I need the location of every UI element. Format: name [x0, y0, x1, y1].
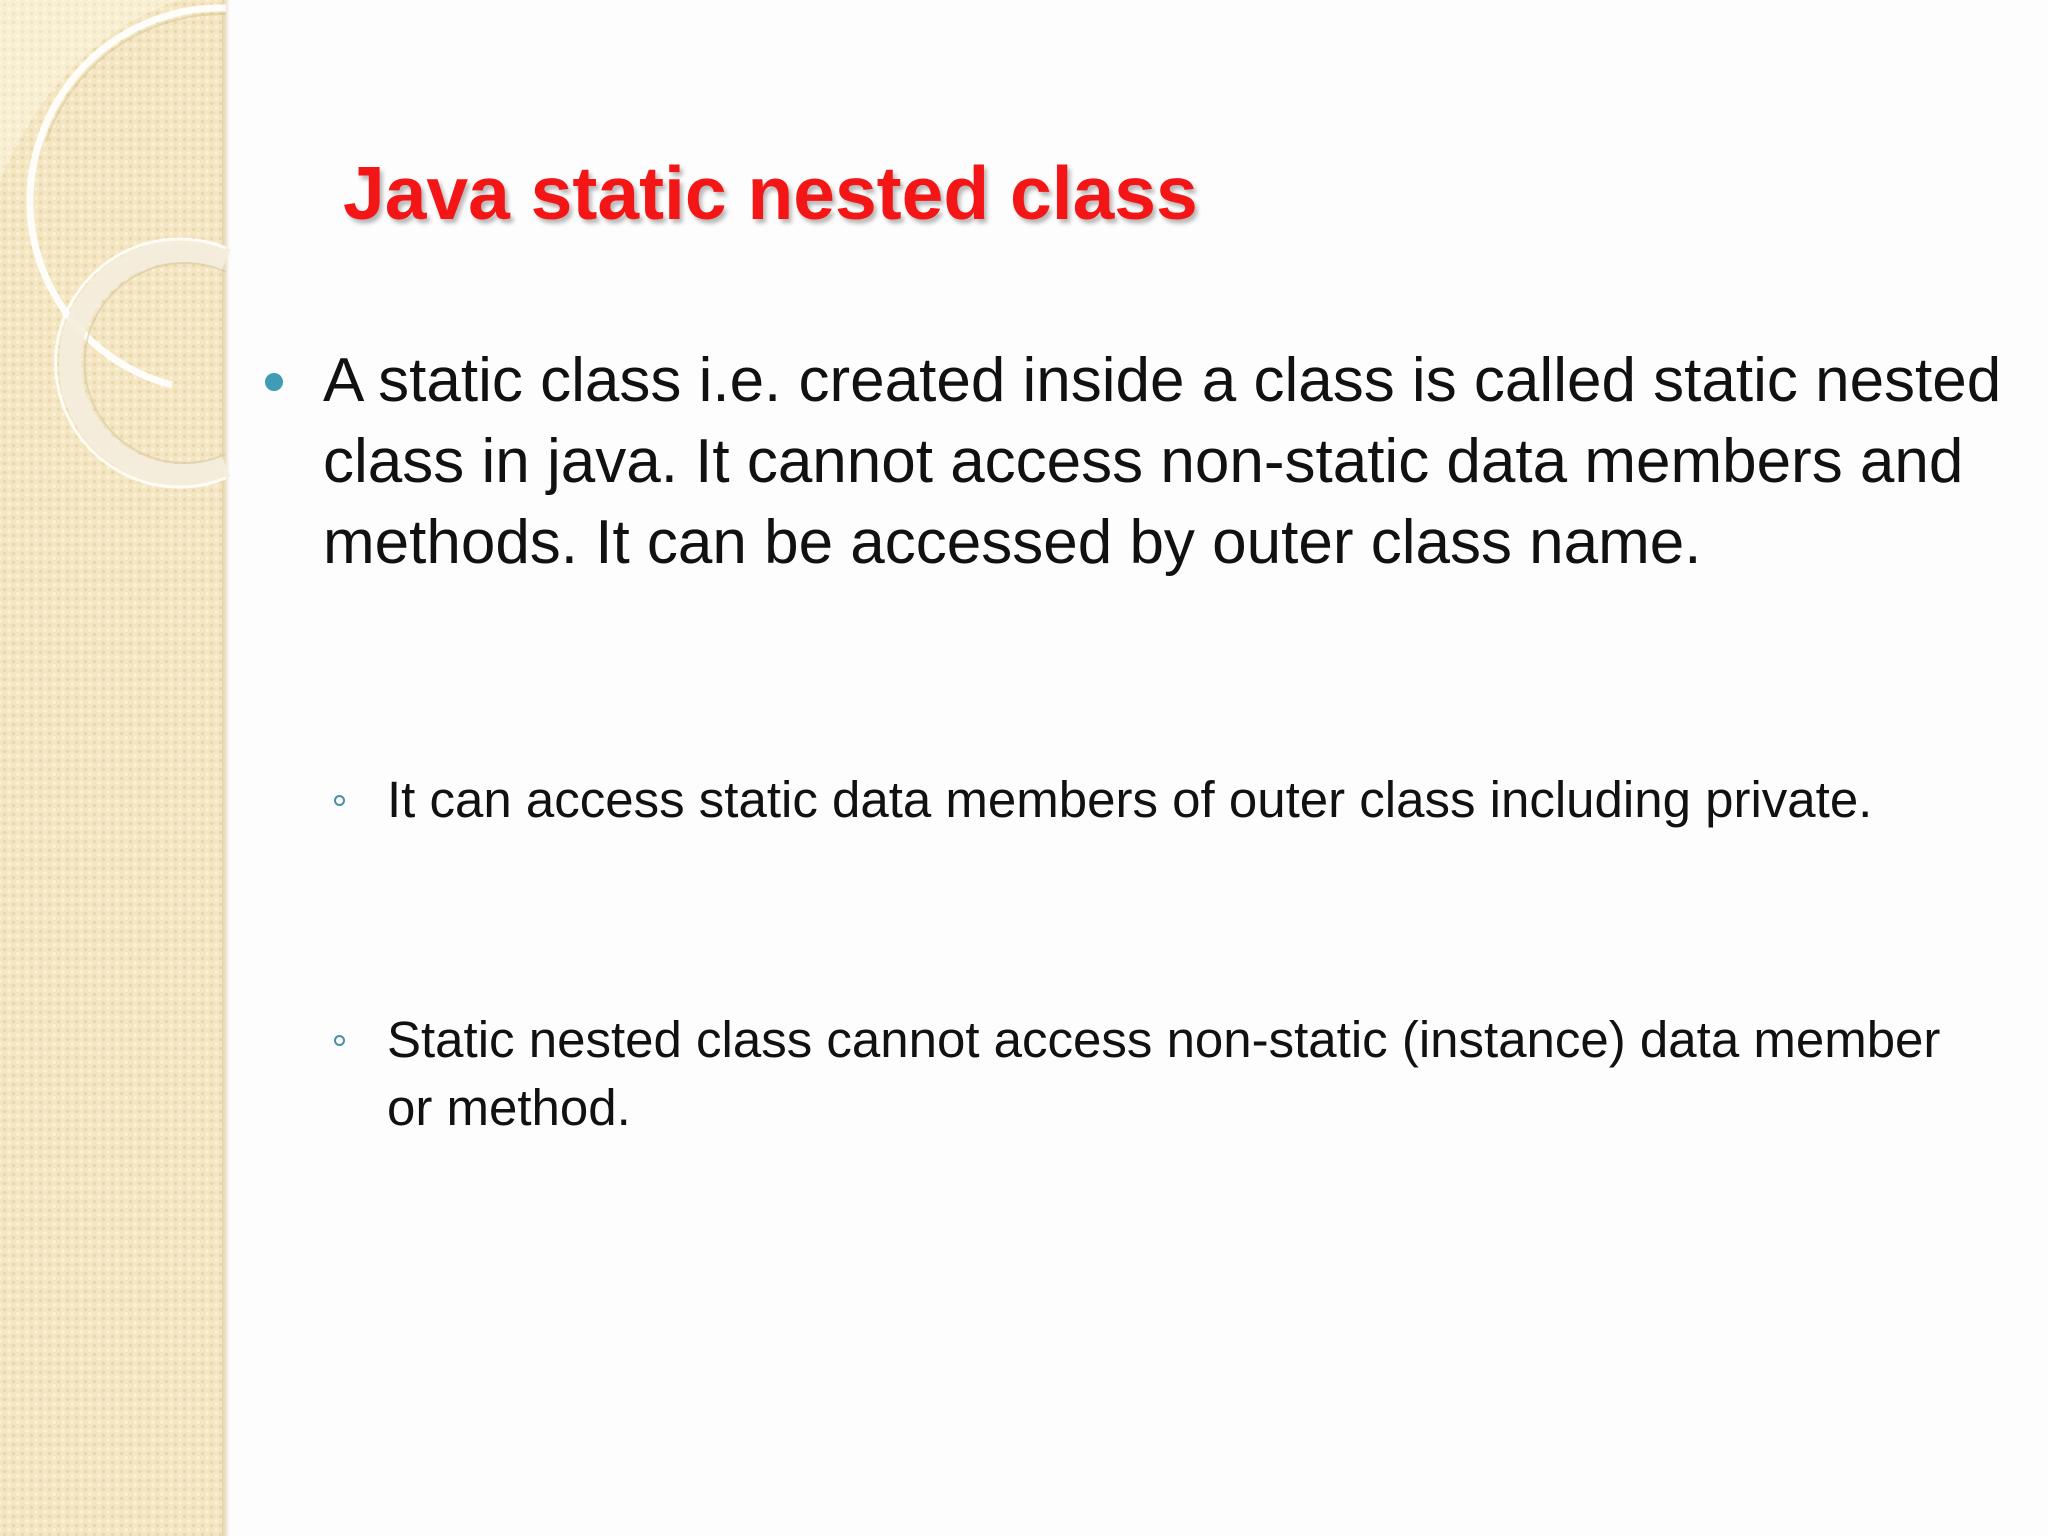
sub-bullet-ring-icon: [334, 1035, 345, 1046]
sub-bullet-item: [387, 1006, 1987, 1142]
slide-title: Java static nested class: [343, 151, 1198, 235]
sub-bullet-ring-icon: [334, 795, 345, 806]
bullet-dot-icon: [265, 373, 283, 391]
bullet-text: A static class i.e. created inside a class is called static nested class in java. It cannot access non-static data members and methods. It can be accessed by outer class name.: [323, 346, 2002, 577]
sub-bullet-item: [387, 766, 1987, 834]
sub-bullet-text: Static nested class cannot access non-static (instance) data member or method.: [387, 1011, 1941, 1136]
bullet-item: [323, 340, 2003, 583]
sub-bullet-text: It can access static data members of outer class including private.: [387, 771, 1873, 828]
